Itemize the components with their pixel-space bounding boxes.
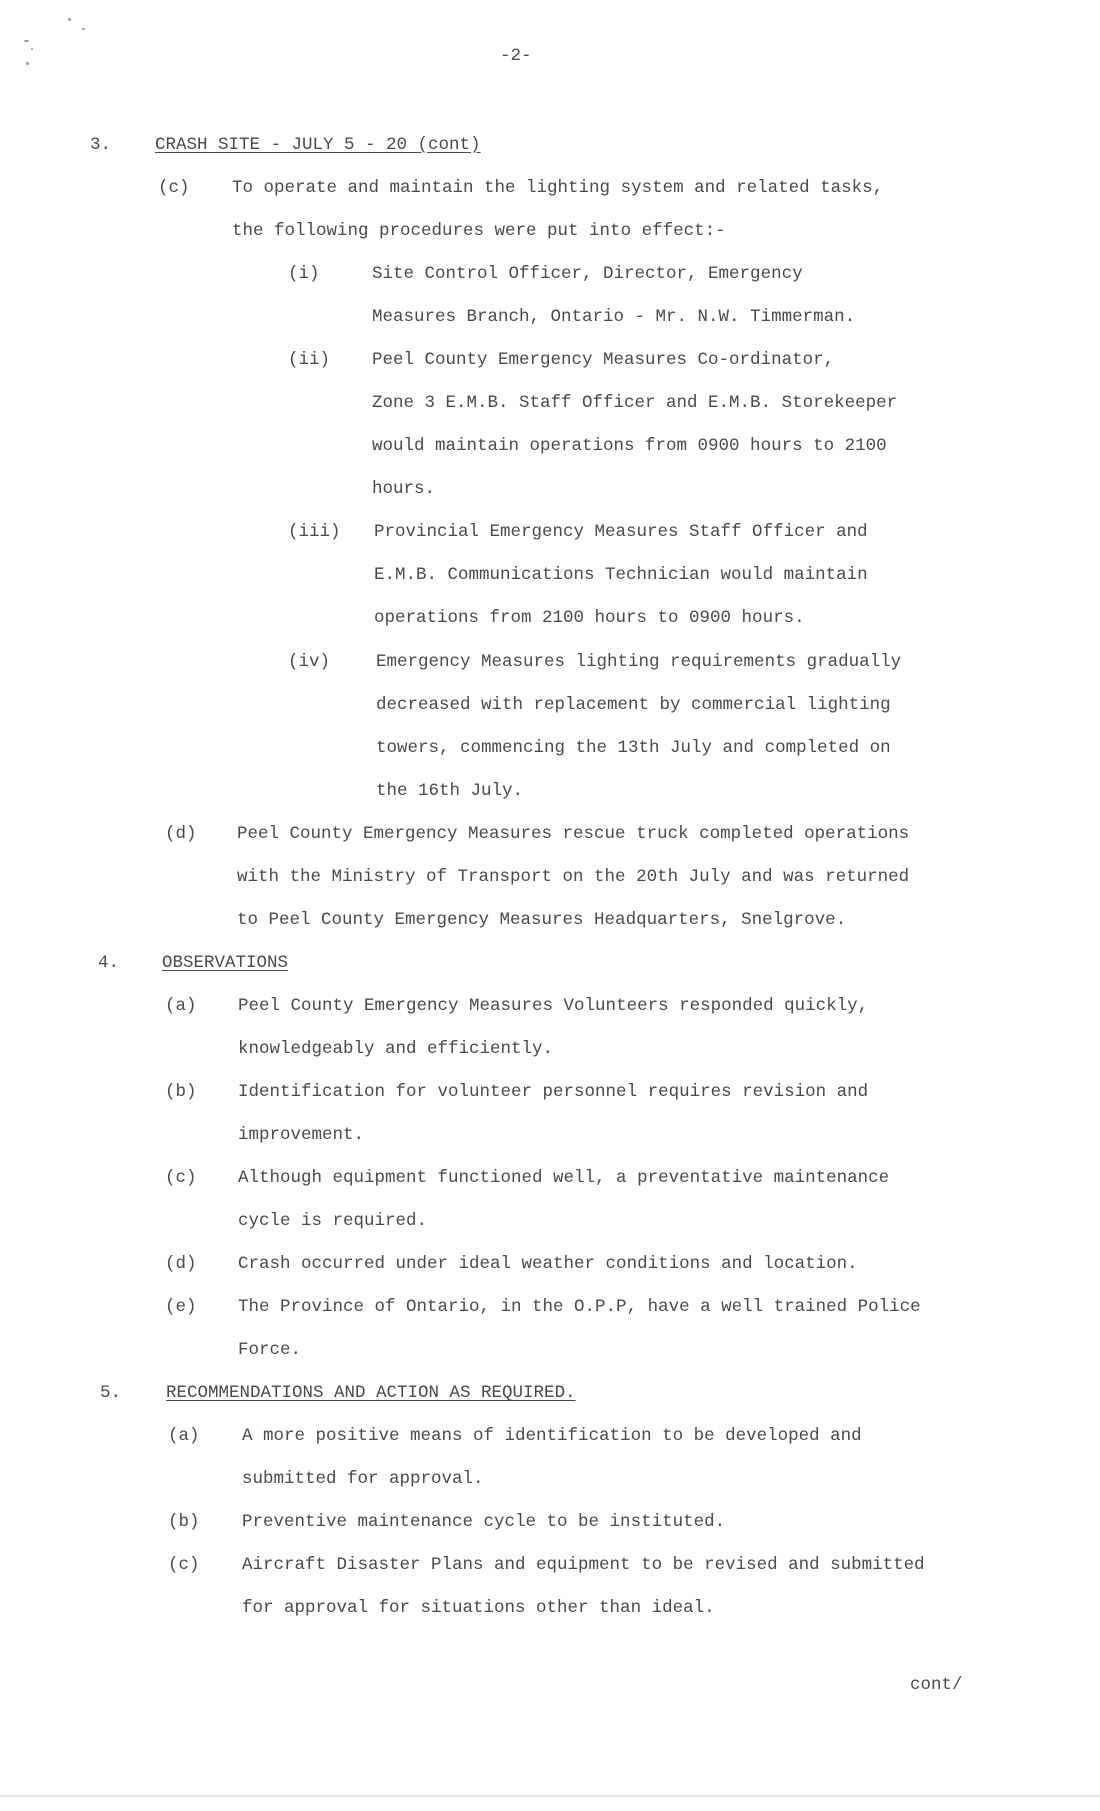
item-marker: (c) [158,178,190,198]
item-marker: (a) [168,1426,200,1446]
subitem-text-line: Peel County Emergency Measures Co-ordinator, [372,350,835,370]
scan-speck [31,48,33,50]
section-heading: CRASH SITE - JULY 5 - 20 (cont) [155,135,481,155]
item-marker: (e) [165,1297,197,1317]
subitem-text-line: Zone 3 E.M.B. Staff Officer and E.M.B. Storekeeper [372,393,898,413]
item-text-line: cycle is required. [238,1211,428,1231]
scan-edge [0,1795,1100,1797]
item-text-line: with the Ministry of Transport on the 20th July and was returned [237,867,910,887]
subitem-text-line: the 16th July. [376,781,524,801]
section-heading: RECOMMENDATIONS AND ACTION AS REQUIRED. [166,1383,576,1403]
item-text-line: Crash occurred under ideal weather conditions and location. [238,1254,858,1274]
subitem-marker: (iv) [288,652,331,672]
subitem-text-line: Provincial Emergency Measures Staff Officer and [374,522,868,542]
item-text-line: The Province of Ontario, in the O.P.P, have a well trained Police [238,1297,921,1317]
item-text-line: Identification for volunteer personnel requires revision and [238,1082,869,1102]
item-text-line: Peel County Emergency Measures Volunteers responded quickly, [238,996,869,1016]
subitem-text-line: Site Control Officer, Director, Emergency [372,264,803,284]
item-text-line: for approval for situations other than ideal. [242,1598,715,1618]
item-text-line: submitted for approval. [242,1469,484,1489]
item-text-line: the following procedures were put into effect:- [232,221,726,241]
subitem-text-line: E.M.B. Communications Technician would maintain [374,565,868,585]
scan-speck [26,62,29,65]
subitem-text-line: hours. [372,479,436,499]
item-marker: (c) [168,1555,200,1575]
item-text-line: knowledgeably and efficiently. [238,1039,554,1059]
item-text-line: Aircraft Disaster Plans and equipment to be revised and submitted [242,1555,925,1575]
scan-speck [68,18,71,21]
item-marker: (c) [165,1168,197,1188]
item-text-line: improvement. [238,1125,365,1145]
page-number: -2- [500,46,532,66]
item-text-line: Peel County Emergency Measures rescue truck completed operations [237,824,910,844]
section-number: 3. [90,135,112,155]
subitem-text-line: Measures Branch, Ontario - Mr. N.W. Timmerman. [372,307,856,327]
subitem-text-line: towers, commencing the 13th July and completed on [376,738,891,758]
section-number: 4. [98,953,120,973]
continuation-marker: cont/ [910,1675,963,1695]
subitem-marker: (i) [288,264,320,284]
item-text-line: To operate and maintain the lighting system and related tasks, [232,178,884,198]
item-marker: (d) [165,1254,197,1274]
section-number: 5. [100,1383,122,1403]
subitem-text-line: decreased with replacement by commercial lighting [376,695,891,715]
item-marker: (b) [168,1512,200,1532]
scan-speck [82,28,85,30]
item-text-line: to Peel County Emergency Measures Headquarters, Snelgrove. [237,910,847,930]
subitem-marker: (ii) [288,350,331,370]
section-heading: OBSERVATIONS [162,953,289,973]
item-marker: (a) [165,996,197,1016]
item-text-line: Preventive maintenance cycle to be instituted. [242,1512,726,1532]
subitem-text-line: would maintain operations from 0900 hours to 2100 [372,436,887,456]
item-text-line: A more positive means of identification to be developed and [242,1426,862,1446]
subitem-text-line: Emergency Measures lighting requirements gradually [376,652,902,672]
subitem-text-line: operations from 2100 hours to 0900 hours. [374,608,805,628]
item-text-line: Force. [238,1340,302,1360]
subitem-marker: (iii) [288,522,341,542]
item-marker: (b) [165,1082,197,1102]
item-marker: (d) [165,824,197,844]
item-text-line: Although equipment functioned well, a preventative maintenance [238,1168,890,1188]
scan-speck [24,40,29,42]
